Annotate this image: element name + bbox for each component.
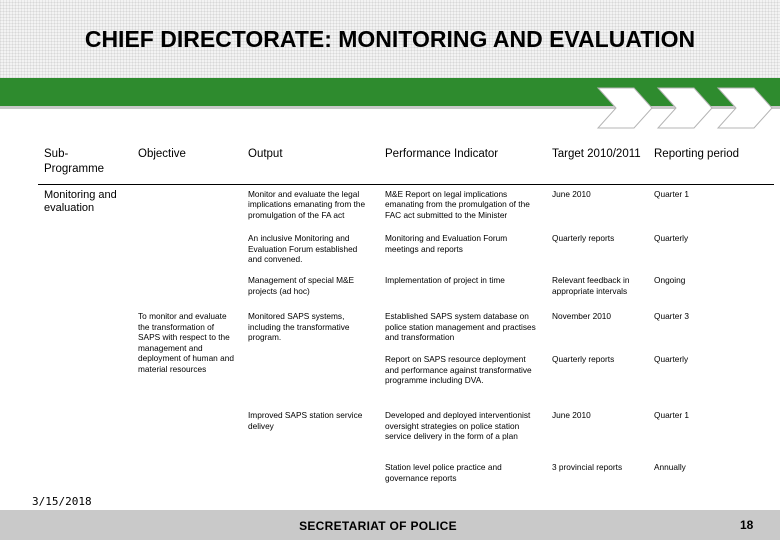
subprogramme-cell: Monitoring and evaluation <box>44 188 117 214</box>
period-cell: Quarter 1 <box>654 188 690 199</box>
indicator-cell: Station level police practice and governance reports <box>385 462 502 483</box>
indicator-cell: Monitoring and Evaluation Forum meetings and reports <box>385 233 508 254</box>
target-cell: November 2010 <box>552 311 612 321</box>
output-cell: Improved SAPS station service delivey <box>248 410 363 431</box>
output-cell: Monitored SAPS systems, including the transformative program. <box>248 311 350 343</box>
indicator-cell: M&E Report on legal implications emanating from the promulgation of the FAC act submitted to the Minister <box>385 188 530 220</box>
page-number: 18 <box>740 518 754 532</box>
target-cell: June 2010 <box>552 410 591 420</box>
performance-table <box>38 140 774 488</box>
header-target: Target 2010/2011 <box>552 148 641 160</box>
target-cell: Quarterly reports <box>552 354 615 364</box>
header-indicator: Performance Indicator <box>385 148 499 160</box>
period-cell: Annually <box>654 462 686 472</box>
period-cell: Quarterly <box>654 354 689 364</box>
output-cell: Management of special M&E projects (ad hoc) <box>248 275 355 296</box>
chevron-decoration <box>596 86 780 130</box>
period-cell: Quarter 3 <box>654 311 690 321</box>
footer-organisation: SECRETARIAT OF POLICE <box>299 519 457 533</box>
indicator-cell: Established SAPS system database on police station management and practises and transformation <box>385 311 536 343</box>
header-subprogramme: Sub-Programme <box>44 148 105 175</box>
target-cell: Quarterly reports <box>552 233 615 243</box>
header-period: Reporting period <box>654 148 740 160</box>
period-cell: Ongoing <box>654 275 686 285</box>
chevron-right-icon <box>718 88 772 128</box>
slide-title: CHIEF DIRECTORATE: MONITORING AND EVALUATION <box>84 26 696 52</box>
indicator-cell: Implementation of project in time <box>385 275 505 285</box>
footer-date: 3/15/2018 <box>32 495 92 508</box>
period-cell: Quarter 1 <box>654 410 690 420</box>
indicator-cell: Developed and deployed interventionist oversight strategies on police station service delivery in the form of a plan <box>385 410 531 442</box>
target-cell: 3 provincial reports <box>552 462 623 472</box>
objective-cell-empty <box>132 184 242 307</box>
header-output: Output <box>248 148 283 160</box>
header-objective: Objective <box>138 148 186 160</box>
table-row <box>38 184 774 229</box>
output-cell: An inclusive Monitoring and Evaluation Forum established and convened. <box>248 233 358 265</box>
target-cell: Relevant feedback in appropriate intervals <box>552 275 630 296</box>
table-row <box>38 307 774 350</box>
output-cell: Monitor and evaluate the legal implications emanating from the promulgation of the FA act <box>248 188 366 220</box>
table-header-row <box>38 140 774 184</box>
period-cell: Quarterly <box>654 233 689 243</box>
indicator-cell: Report on SAPS resource deployment and performance against transformative programme including DVA. <box>385 354 532 386</box>
chevron-right-icon <box>658 88 712 128</box>
chevron-right-icon <box>598 88 652 128</box>
objective-cell: To monitor and evaluate the transformation of SAPS with respect to the management and deployment of human and material resources <box>138 311 234 374</box>
target-cell: June 2010 <box>552 188 591 199</box>
